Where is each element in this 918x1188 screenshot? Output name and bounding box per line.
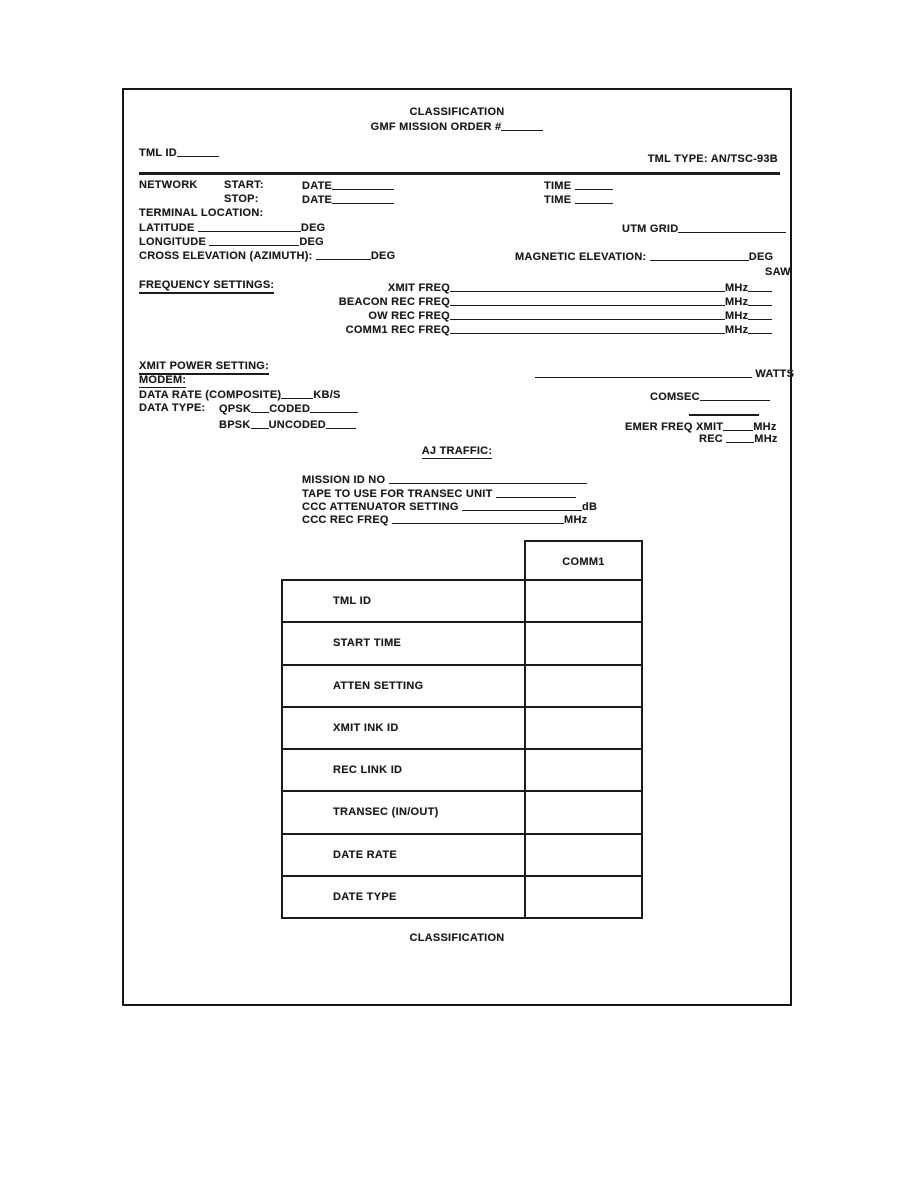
time-label: TIME [544, 194, 572, 206]
classification-header: CLASSIFICATION [409, 106, 505, 118]
tml-id-blank [177, 146, 219, 157]
deg-label: DEG [748, 251, 774, 263]
bpsk-label: BPSK [219, 419, 251, 431]
coded-label: CODED [269, 403, 311, 415]
row-value-cell [524, 792, 641, 832]
bpsk-line [219, 418, 356, 431]
cross-elevation-label: CROSS ELEVATION (AZIMUTH): [139, 250, 313, 262]
ccc-attenuator-line [302, 500, 597, 513]
beacon-rec-freq-blank-2 [748, 295, 772, 306]
utm-grid-line [622, 222, 786, 235]
form-page [122, 88, 795, 1006]
mission-order-label: GMF MISSION ORDER # [370, 121, 502, 133]
latitude-blank [198, 221, 301, 232]
aj-traffic-heading: AJ TRAFFIC: [421, 445, 493, 457]
tml-id-line [139, 146, 219, 159]
network-stop-label: STOP: [224, 193, 259, 205]
magnetic-elevation-line [515, 250, 773, 263]
watts-label: WATTS [755, 368, 795, 380]
emer-rec-line [699, 432, 778, 445]
row-value-cell [524, 581, 641, 621]
qpsk-label: QPSK [219, 403, 252, 415]
table-row [283, 748, 641, 790]
network-start-date [302, 179, 394, 192]
tape-transec-line [302, 487, 576, 500]
date-label: DATE [302, 194, 333, 206]
mission-order-line [124, 120, 790, 133]
latitude-label: LATITUDE [139, 222, 195, 234]
start-time-blank [575, 179, 613, 190]
ccc-attenuator-blank [462, 500, 582, 511]
deg-label: DEG [370, 250, 396, 262]
settings-table [281, 579, 643, 919]
longitude-line [139, 235, 324, 248]
ow-rec-freq-label: OW REC FREQ [368, 310, 450, 322]
comm1-rec-freq-blank-2 [748, 323, 772, 334]
xmit-freq-label: XMIT FREQ [387, 282, 450, 294]
table-row [283, 875, 641, 917]
mhz-label: MHz [725, 324, 749, 336]
comsec-blank [700, 390, 770, 401]
magnetic-elevation-label: MAGNETIC ELEVATION: [515, 251, 647, 263]
beacon-rec-freq-line [239, 295, 772, 308]
uncoded-label: UNCODED [268, 419, 326, 431]
row-label-atten-setting: ATTEN SETTING [333, 679, 424, 692]
mhz-label: MHz [725, 296, 749, 308]
network-start-time [544, 179, 613, 192]
cross-elevation-line [139, 249, 395, 262]
table-row [283, 706, 641, 748]
time-label: TIME [544, 180, 572, 192]
row-label-date-rate: DATE RATE [333, 848, 398, 861]
data-type-label: DATA TYPE: [139, 402, 206, 414]
table-header-comm1 [524, 540, 643, 581]
ow-rec-freq-line [239, 309, 772, 322]
header-divider-rule [139, 172, 780, 175]
utm-grid-label: UTM GRID [622, 223, 679, 235]
frequency-settings-heading: FREQUENCY SETTINGS: [139, 279, 274, 291]
row-label-tml-id: TML ID [333, 595, 372, 608]
ow-rec-freq-blank-2 [748, 309, 772, 320]
rec-blank [726, 432, 754, 443]
comsec-label: COMSEC [650, 391, 700, 403]
row-label-transec: TRANSEC (IN/OUT) [333, 806, 439, 819]
data-rate-label: DATA RATE (COMPOSITE) [139, 389, 282, 401]
tape-transec-label: TAPE TO USE FOR TRANSEC UNIT [302, 488, 493, 500]
date-label: DATE [302, 180, 333, 192]
ccc-rec-freq-blank [392, 513, 564, 524]
mission-id-label: MISSION ID NO [302, 474, 386, 486]
ow-rec-freq-blank [450, 309, 725, 320]
network-label: NETWORK [139, 179, 198, 191]
emer-freq-blank [723, 420, 753, 431]
bpsk-blank [251, 418, 269, 429]
saw-label: SAW [765, 266, 791, 278]
row-value-cell [524, 877, 641, 917]
longitude-label: LONGITUDE [139, 236, 207, 248]
watts-blank [535, 367, 752, 378]
ccc-attenuator-label: CCC ATTENUATOR SETTING [302, 501, 459, 513]
rec-label: REC [699, 433, 723, 445]
modem-heading: MODEM: [139, 374, 187, 386]
xmit-power-heading: XMIT POWER SETTING: [139, 360, 269, 372]
mhz-label: MHz [725, 310, 749, 322]
network-stop-date [302, 193, 394, 206]
mhz-label: MHz [754, 433, 778, 445]
watts-line [535, 367, 794, 380]
qpsk-blank [251, 402, 269, 413]
table-row [283, 833, 641, 875]
tml-type-label: TML TYPE: AN/TSC-93B [647, 153, 778, 165]
tape-transec-blank [496, 487, 576, 498]
row-label-start-time: START TIME [333, 637, 402, 650]
longitude-blank [209, 235, 299, 246]
beacon-rec-freq-label: BEACON REC FREQ [338, 296, 450, 308]
classification-footer: CLASSIFICATION [409, 932, 505, 944]
tml-id-label: TML ID [139, 147, 177, 159]
comsec-line [650, 390, 770, 403]
xmit-freq-line [239, 281, 772, 294]
stop-time-blank [575, 193, 613, 204]
row-value-cell [524, 623, 641, 663]
uncoded-blank [326, 418, 356, 429]
comm1-rec-freq-blank [450, 323, 725, 334]
kbs-label: KB/S [313, 389, 341, 401]
mission-order-blank [501, 120, 543, 131]
stop-date-blank [332, 193, 394, 204]
row-value-cell [524, 835, 641, 875]
terminal-location-heading: TERMINAL LOCATION: [139, 207, 264, 219]
row-value-cell [524, 750, 641, 790]
deg-label: DEG [299, 236, 324, 248]
row-value-cell [524, 708, 641, 748]
table-row [283, 790, 641, 832]
comm1-column-header: COMM1 [562, 555, 605, 568]
ccc-rec-freq-label: CCC REC FREQ [302, 514, 389, 526]
comm1-rec-freq-label: COMM1 REC FREQ [345, 324, 450, 336]
row-label-date-type: DATE TYPE [333, 890, 397, 903]
latitude-line [139, 221, 325, 234]
mhz-label: MHz [725, 282, 749, 294]
qpsk-line [219, 402, 358, 415]
mhz-label: MHz [564, 514, 588, 526]
mission-id-line [302, 473, 587, 486]
deg-label: DEG [300, 222, 326, 234]
emer-freq-top-rule [689, 414, 759, 416]
cross-elevation-blank [316, 249, 371, 260]
xmit-freq-blank [450, 281, 725, 292]
utm-grid-blank [678, 222, 786, 233]
data-rate-line [139, 388, 341, 401]
mhz-label: MHz [753, 421, 777, 433]
mission-id-blank [389, 473, 587, 484]
emer-freq-xmit-label: EMER FREQ XMIT [625, 421, 724, 433]
data-rate-blank [281, 388, 313, 399]
network-start-label: START: [224, 179, 264, 191]
row-label-rec-link-id: REC LINK ID [333, 764, 403, 777]
row-label-xmit-ink-id: XMIT INK ID [333, 721, 399, 734]
db-label: dB [581, 501, 598, 513]
ccc-rec-freq-line [302, 513, 587, 526]
xmit-freq-blank-2 [748, 281, 772, 292]
comm1-rec-freq-line [239, 323, 772, 336]
table-row [283, 621, 641, 663]
magnetic-elevation-blank [650, 250, 749, 261]
row-value-cell [524, 666, 641, 706]
start-date-blank [332, 179, 394, 190]
table-row [283, 664, 641, 706]
network-stop-time [544, 193, 613, 206]
beacon-rec-freq-blank [450, 295, 725, 306]
table-row [283, 581, 641, 621]
coded-blank [310, 402, 358, 413]
